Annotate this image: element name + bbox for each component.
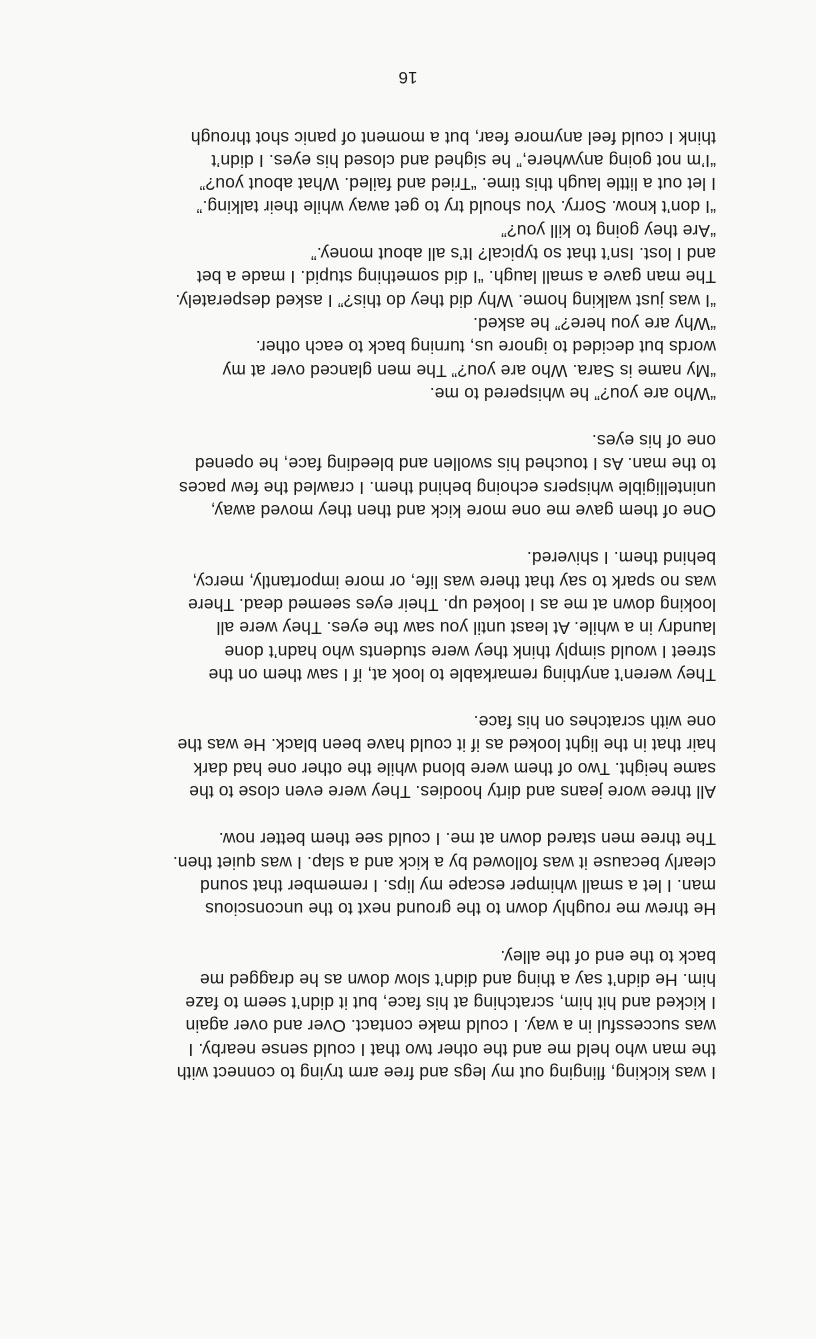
paragraph: All three wore jeans and dirty hoodies. They were even close to the same height. Two of them were blond while the other one had dark hair that in the light looked as if it could have been black. He was the one with scratches on his face. xyxy=(177,712,716,803)
body-text xyxy=(86,125,716,1084)
page-number: 16 xyxy=(398,68,418,87)
dialogue-paragraph: “Who are you?” he whispered to me. “My name is Sara. Who are you?” The men glanced over at my words but decided to ignore us, turning back to each other. “Why are you here?” he asked. “I was just walking home. Why did they do this?” I asked desperately. The man gave a small laugh. “I did something stupid. I made a bet and I lost. Isn’t that so typical? It’s all about money.” “Are they going to kill you?” “I don’t know. Sorry. You should try to get away while their talking.” I let out a little laugh this time. “Tried and failed. What about you?” “I’m not going anywhere,” he sighed and closed his eyes. I didn’t think I could feel anymore fear, but a moment of panic shot through xyxy=(175,127,716,404)
paragraph: They weren’t anything remarkable to look at, if I saw them on the street I would simply think they were students who hadn’t done laundry in a while. At least until you saw the eyes. They were all looking down at me as I looked up. Their eyes seemed dead. There was no spark to say that there was life, or more importantly, mercy, behind them. I shivered. xyxy=(187,548,716,685)
paragraph: He threw me roughly down to the ground next to the unconscious man. I let a small whimper escape my lips. I remember that sound clearly because it was followed by a kick and a slap. I was quiet then. The three men stared down at me. I could see them better now. xyxy=(172,829,716,920)
paragraph: I was kicking, flinging out my legs and free arm trying to connect with the man who held me and the other two that I could sense nearby. I was successful in a way. I could make contact. Over and over again I kicked and hit him, scratching at his face, but it didn’t seem to faze him. He didn’t say a thing and didn’t slow down as he dragged me back to the end of the alley. xyxy=(176,946,716,1083)
paragraph: One of them gave me one more kick and then they moved away, unintelligible whispers echoing behind them. I crawled the few paces to the man. As I touched his swollen and bleeding face, he opened one of his eyes. xyxy=(178,431,716,522)
